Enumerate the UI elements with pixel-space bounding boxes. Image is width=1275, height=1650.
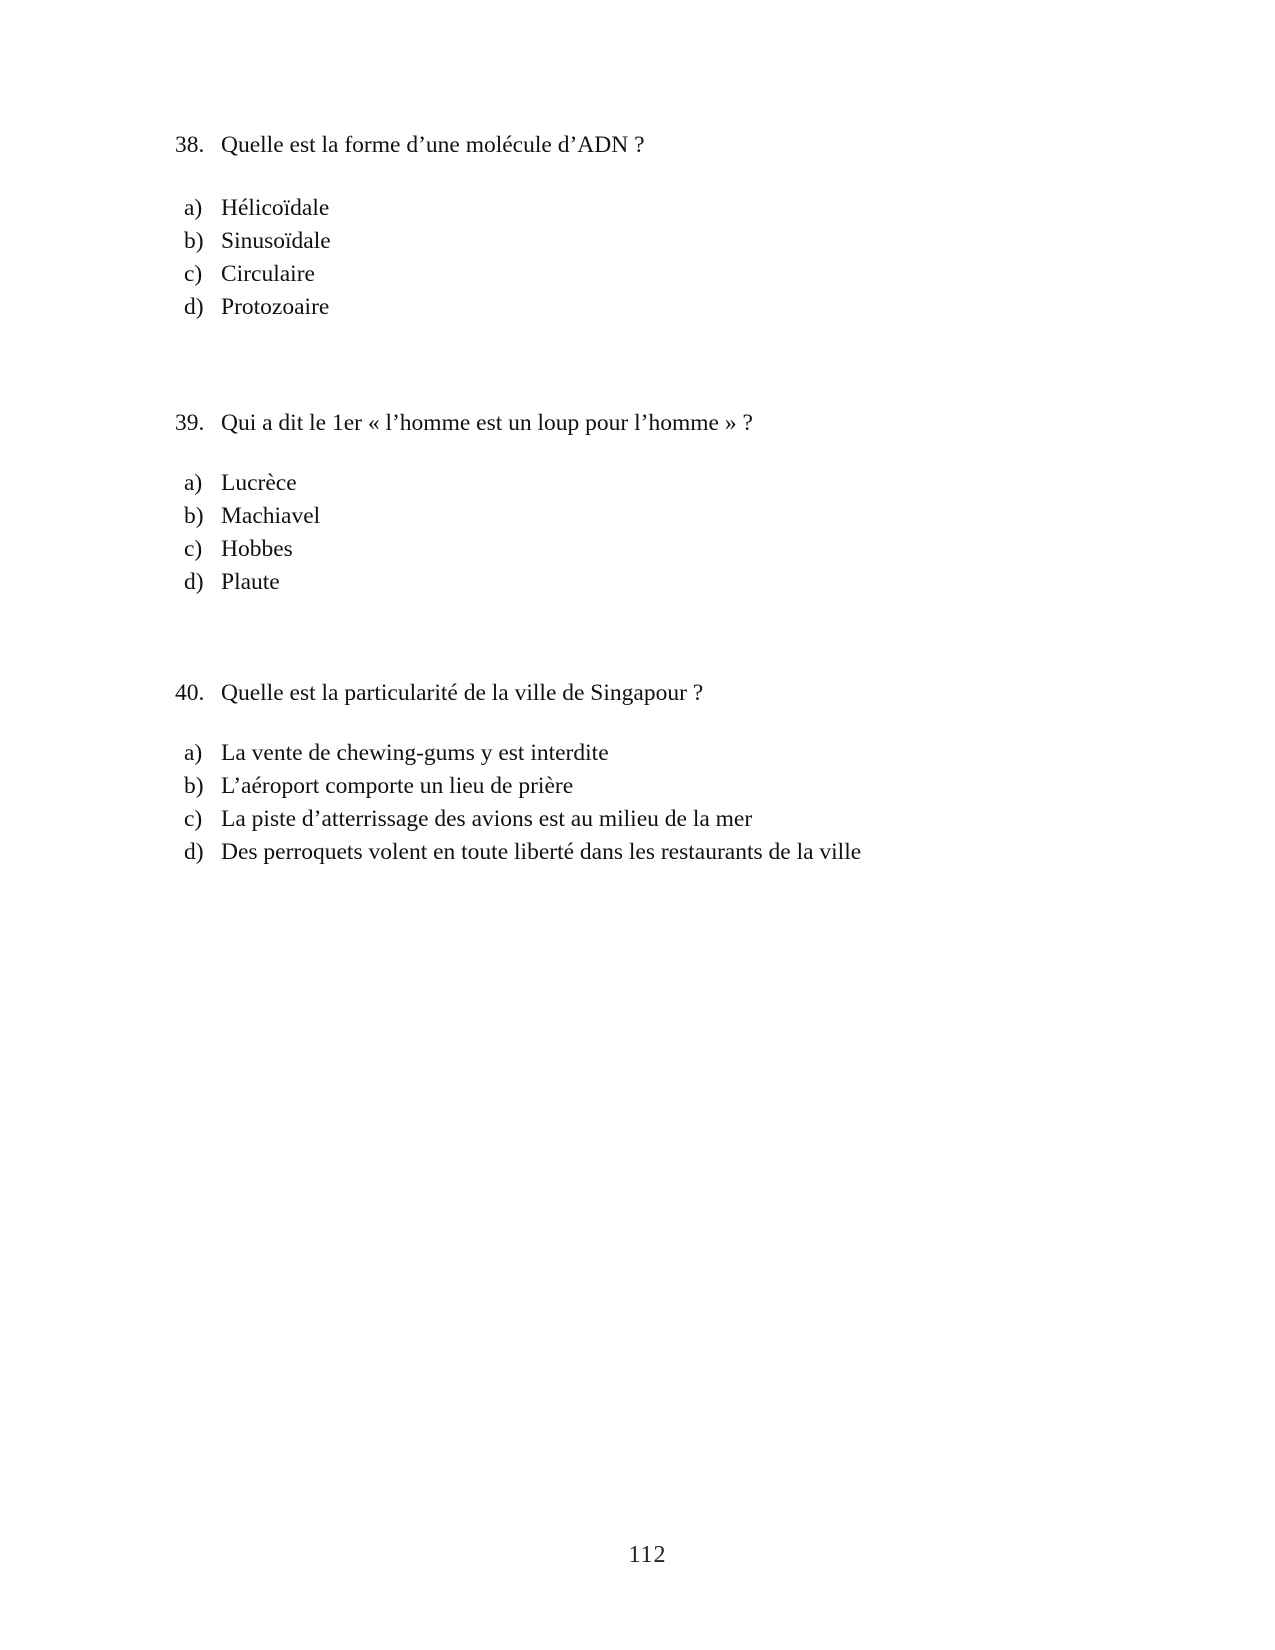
option-letter: d): [184, 569, 204, 595]
answer-option: [175, 467, 1175, 500]
answer-option: [175, 500, 1175, 533]
answer-option: [175, 192, 1175, 225]
option-letter: b): [184, 228, 204, 254]
option-text: Des perroquets volent en toute liberté dans les restaurants de la ville: [221, 839, 862, 865]
option-letter: a): [184, 740, 203, 766]
option-letter: b): [184, 773, 204, 799]
option-letter: d): [184, 294, 204, 320]
question-text: Qui a dit le 1er « l’homme est un loup pour l’homme » ?: [221, 410, 753, 436]
answer-option: [175, 737, 1175, 770]
answer-options: [175, 192, 1175, 324]
option-text: Machiavel: [221, 503, 321, 529]
question-number: 40.: [175, 680, 205, 706]
question-39: [175, 408, 1175, 615]
option-text: La vente de chewing-gums y est interdite: [221, 740, 609, 766]
question-line: [175, 408, 1175, 438]
answer-options: [175, 467, 1175, 599]
question-line: [175, 130, 1175, 160]
question-number: 38.: [175, 132, 205, 158]
answer-option: [175, 566, 1175, 599]
option-text: Circulaire: [221, 261, 315, 287]
option-letter: c): [184, 261, 203, 287]
option-letter: a): [184, 195, 203, 221]
answer-option: [175, 770, 1175, 803]
answer-option: [175, 291, 1175, 324]
option-text: Protozoaire: [221, 294, 330, 320]
question-40: [175, 678, 1175, 885]
option-text: Hélicoïdale: [221, 195, 330, 221]
page-number: 112: [628, 1542, 667, 1568]
answer-option: [175, 258, 1175, 291]
answer-option: [175, 225, 1175, 258]
answer-option: [175, 836, 1175, 869]
option-text: L’aéroport comporte un lieu de prière: [221, 773, 574, 799]
question-line: [175, 678, 1175, 708]
option-text: Hobbes: [221, 536, 293, 562]
option-letter: c): [184, 806, 203, 832]
question-number: 39.: [175, 410, 205, 436]
answer-options: [175, 737, 1175, 869]
answer-option: [175, 533, 1175, 566]
option-letter: a): [184, 470, 203, 496]
option-text: Plaute: [221, 569, 280, 595]
option-letter: d): [184, 839, 204, 865]
option-text: Sinusoïdale: [221, 228, 331, 254]
answer-option: [175, 803, 1175, 836]
option-letter: c): [184, 536, 203, 562]
option-text: La piste d’atterrissage des avions est au milieu de la mer: [221, 806, 753, 832]
question-text: Quelle est la particularité de la ville de Singapour ?: [221, 680, 704, 706]
question-38: [175, 130, 1175, 340]
option-letter: b): [184, 503, 204, 529]
option-text: Lucrèce: [221, 470, 297, 496]
question-text: Quelle est la forme d’une molécule d’ADN ?: [221, 132, 645, 158]
